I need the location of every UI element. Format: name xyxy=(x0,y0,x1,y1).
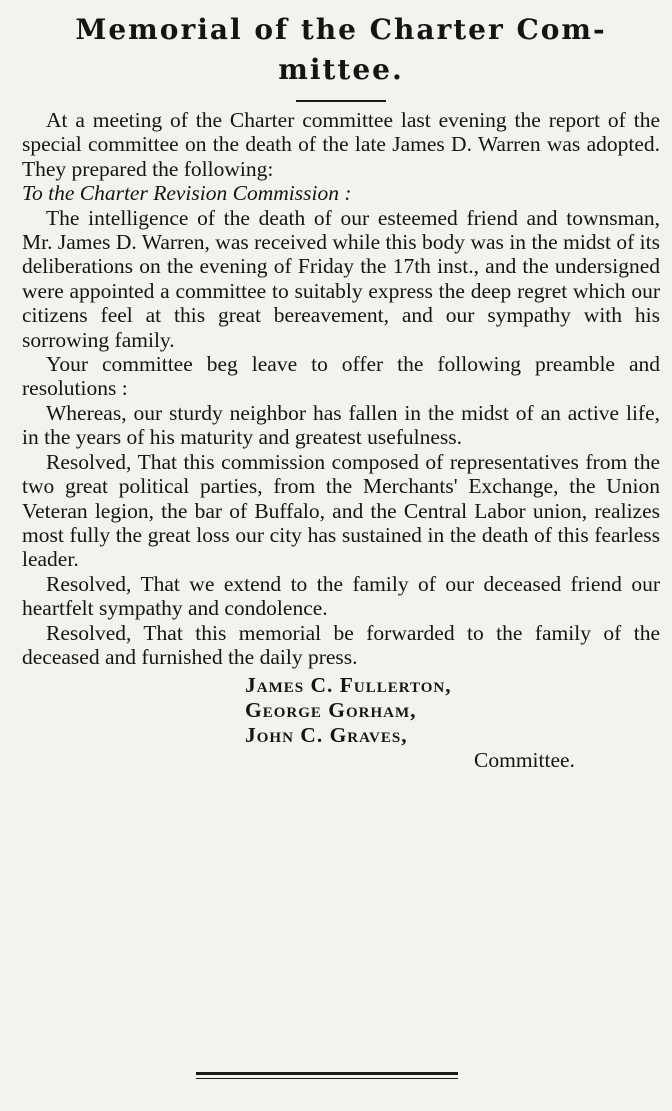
whereas-paragraph: Whereas, our sturdy neighbor has fallen in the midst of an active life, in the years of his maturity and greatest usefulness. xyxy=(22,400,660,450)
body-paragraph: The intelligence of the death of our esteemed friend and townsman, Mr. James D. Warren, was received while this body was in the midst of its deliberations on the evening of Friday the 17th inst., and the undersigned were appointed a committee to suitably express the deep regret which our citizens feel at this great bereavement, and our sympathy with his sorrowing family. xyxy=(22,205,660,352)
intro-paragraph: At a meeting of the Charter committee last evening the report of the special committee on the death of the late James D. Warren was adopted. They prepared the following: xyxy=(22,108,660,181)
salutation: To the Charter Revision Commission : xyxy=(22,181,352,206)
headline-line-2: mittee. xyxy=(278,53,404,86)
footer-rule-thick xyxy=(196,1072,458,1075)
signatory-role: Committee. xyxy=(474,748,575,773)
resolution-paragraph: Resolved, That this commission composed of representatives from the two great political parties, from the Merchants' Exchange, the Union Veteran legion, the bar of Buffalo, and the Central Labor union, realizes most fully the great loss our city has sustained in the death of this fearless leader. xyxy=(22,449,660,572)
footer-double-rule xyxy=(196,1072,458,1082)
article-body xyxy=(22,108,660,669)
signatory-name: John C. Graves, xyxy=(245,723,408,748)
article-headline xyxy=(22,10,660,90)
resolution-paragraph: Resolved, That this memorial be forwarded to the family of the deceased and furnished the daily press. xyxy=(22,620,660,669)
signatory-name: James C. Fullerton, xyxy=(245,673,452,698)
signature-block xyxy=(22,673,660,773)
signatory-name: George Gorham, xyxy=(245,698,417,723)
headline-line-1: Memorial of the Charter Com- xyxy=(75,13,607,46)
body-paragraph: Your committee beg leave to offer the following preamble and resolutions : xyxy=(22,352,660,401)
headline-divider xyxy=(296,100,386,102)
footer-rule-thin xyxy=(196,1078,458,1079)
resolution-paragraph: Resolved, That we extend to the family of our deceased friend our heartfelt sympathy and condolence. xyxy=(22,571,660,621)
